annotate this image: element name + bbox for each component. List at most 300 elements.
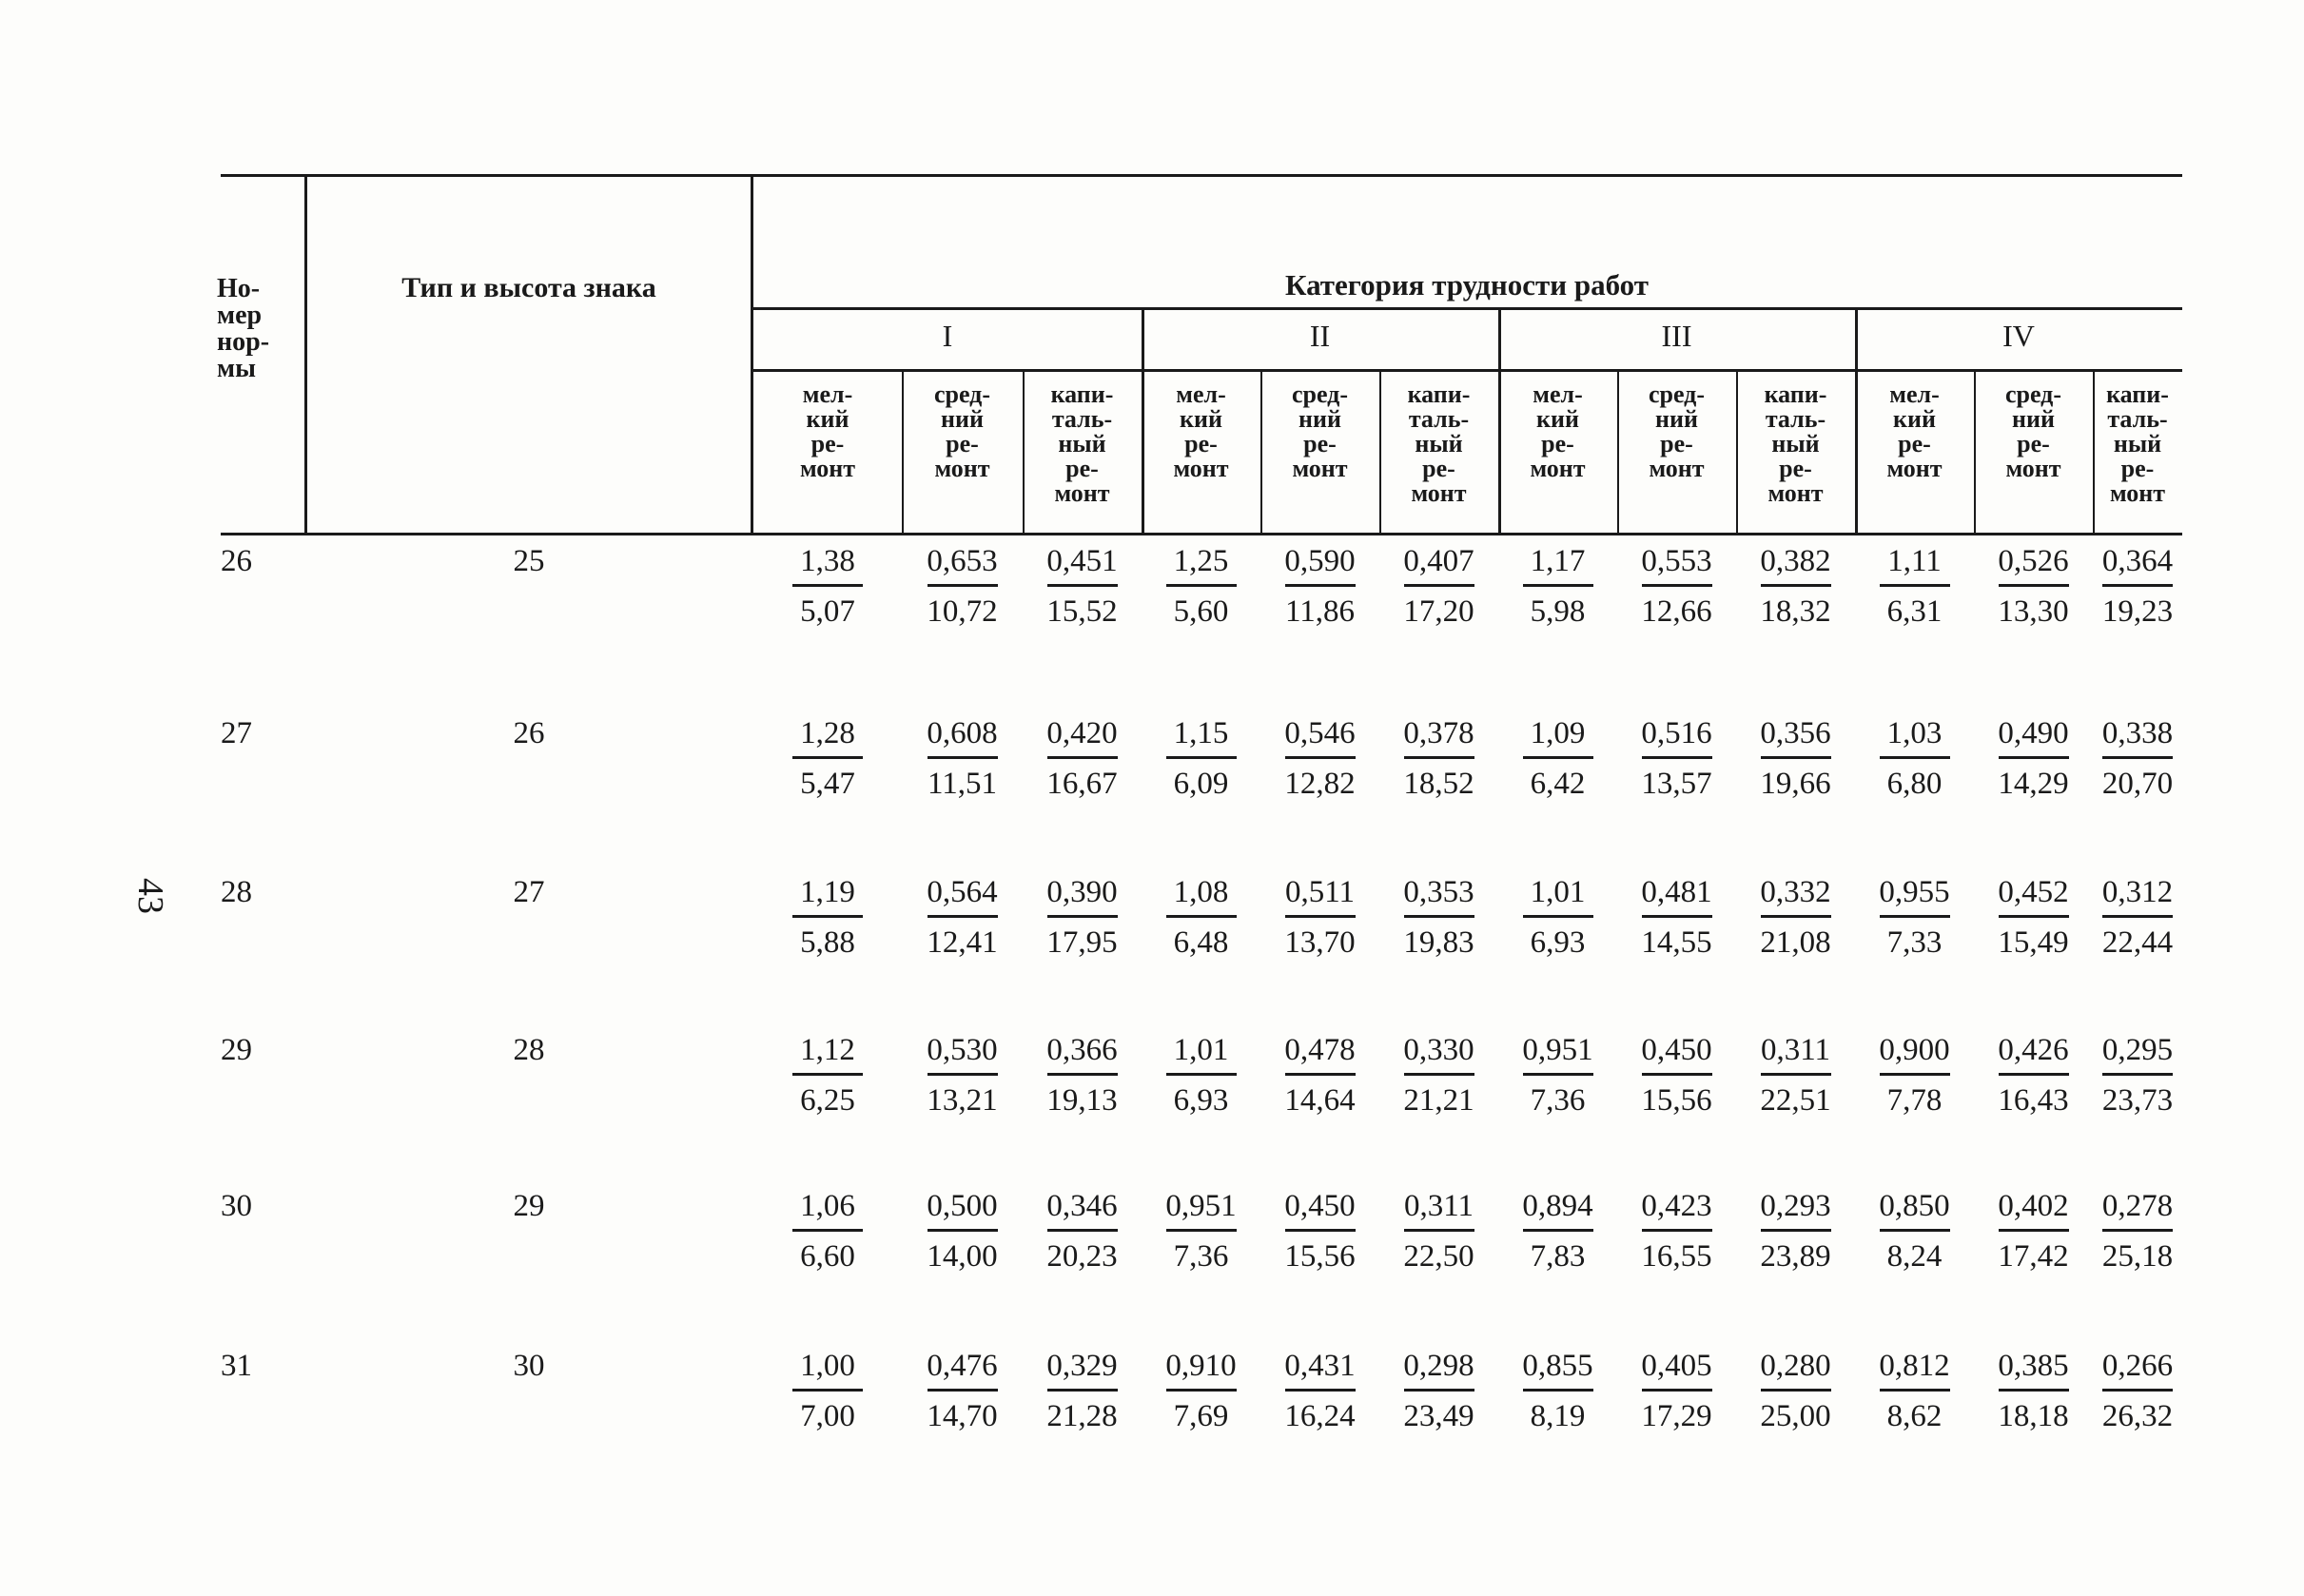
numerator: 0,451: [1046, 544, 1118, 578]
fraction-bar: [1880, 584, 1950, 587]
repair-type-header: сред- ний ре- монт: [933, 380, 990, 482]
fraction-cell: [1023, 544, 1142, 629]
numerator: 0,431: [1284, 1349, 1356, 1383]
numerator: 0,850: [1879, 1189, 1950, 1223]
denominator: 7,00: [800, 1399, 855, 1433]
denominator: 16,67: [1046, 767, 1118, 801]
norm-number: 26: [221, 544, 252, 578]
fraction-cell: [1974, 1349, 2093, 1433]
numerator: 0,366: [1046, 1033, 1118, 1067]
denominator: 22,44: [2101, 925, 2174, 960]
sign-type-value: 26: [513, 716, 545, 750]
norm-number: 30: [221, 1189, 252, 1223]
repair-type-header: мел- кий ре- монт: [1173, 380, 1229, 482]
denominator: 19,13: [1046, 1083, 1118, 1118]
fraction-bar: [1642, 915, 1712, 918]
denominator: 6,80: [1886, 767, 1943, 801]
numerator: 0,910: [1165, 1349, 1237, 1383]
fraction-cell: [1142, 544, 1260, 629]
fraction-cell: [753, 1349, 902, 1433]
repair-type-header: капи- таль- ный ре- монт: [1050, 380, 1114, 507]
fraction-cell: [1379, 544, 1498, 629]
repair-type-header: мел- кий ре- монт: [1530, 380, 1586, 482]
numerator: 0,476: [927, 1349, 998, 1383]
fraction-cell: [2093, 716, 2182, 801]
sign-type-value: 27: [513, 875, 545, 909]
denominator: 18,32: [1760, 594, 1831, 629]
fraction-bar: [1047, 915, 1118, 918]
denominator: 5,98: [1530, 594, 1586, 629]
fraction-bar: [927, 915, 998, 918]
fraction-bar: [792, 756, 863, 759]
numerator: 0,402: [1998, 1189, 2069, 1223]
fraction-cell: [1974, 875, 2093, 960]
fraction-bar: [1047, 756, 1118, 759]
fraction-cell: [1855, 1189, 1974, 1274]
fraction-cell: [1974, 716, 2093, 801]
denominator: 15,56: [1284, 1239, 1356, 1274]
fraction-cell: [1260, 875, 1379, 960]
denominator: 14,55: [1641, 925, 1712, 960]
repair-divider: [1617, 369, 1619, 535]
denominator: 23,73: [2101, 1083, 2174, 1118]
fraction-cell: [1617, 1033, 1736, 1118]
fraction-cell: [1736, 875, 1855, 960]
denominator: 15,49: [1998, 925, 2069, 960]
numerator: 1,01: [1530, 875, 1586, 909]
fraction-bar: [1523, 1389, 1593, 1392]
denominator: 22,50: [1403, 1239, 1474, 1274]
fraction-cell: [1023, 875, 1142, 960]
repair-type-header: капи- таль- ный ре- монт: [1764, 380, 1827, 507]
numerator: 0,900: [1879, 1033, 1950, 1067]
numerator: 0,420: [1046, 716, 1118, 750]
fraction-bar: [1880, 1073, 1950, 1076]
denominator: 7,78: [1886, 1083, 1943, 1118]
fraction-bar: [1285, 1389, 1356, 1392]
fraction-bar: [1047, 1073, 1118, 1076]
fraction-bar: [1999, 915, 2069, 918]
denominator: 8,24: [1886, 1239, 1943, 1274]
numerator: 0,855: [1522, 1349, 1593, 1383]
norm-number-header: Но- мер нор- мы: [217, 274, 270, 383]
denominator: 16,43: [1998, 1083, 2069, 1118]
numerator: 0,278: [2101, 1189, 2174, 1223]
fraction-cell: [1142, 716, 1260, 801]
fraction-cell: [1498, 544, 1617, 629]
fraction-bar: [1642, 756, 1712, 759]
denominator: 7,33: [1886, 925, 1943, 960]
fraction-bar: [1404, 1389, 1474, 1392]
fraction-bar: [2102, 915, 2173, 918]
fraction-bar: [927, 1229, 998, 1232]
repair-type-header: сред- ний ре- монт: [1291, 380, 1348, 482]
denominator: 12,82: [1284, 767, 1356, 801]
sign-type-header: Тип и высота знака: [401, 272, 656, 303]
denominator: 25,00: [1760, 1399, 1831, 1433]
denominator: 19,66: [1760, 767, 1831, 801]
fraction-cell: [902, 716, 1023, 801]
fraction-bar: [1166, 584, 1237, 587]
fraction-cell: [1617, 1189, 1736, 1274]
denominator: 19,23: [2101, 594, 2174, 629]
denominator: 25,18: [2101, 1239, 2174, 1274]
fraction-bar: [2102, 1229, 2173, 1232]
fraction-bar: [1523, 756, 1593, 759]
denominator: 5,60: [1173, 594, 1229, 629]
denominator: 7,69: [1173, 1399, 1229, 1433]
repair-divider: [1023, 369, 1025, 535]
category-header-3: III: [1661, 319, 1692, 353]
numerator: 0,311: [1760, 1033, 1831, 1067]
numerator: 1,09: [1530, 716, 1586, 750]
denominator: 13,30: [1998, 594, 2069, 629]
denominator: 13,70: [1284, 925, 1356, 960]
fraction-bar: [1642, 1073, 1712, 1076]
denominator: 20,23: [1046, 1239, 1118, 1274]
repair-type-header: сред- ний ре- монт: [1648, 380, 1705, 482]
fraction-cell: [1260, 1033, 1379, 1118]
fraction-cell: [902, 1033, 1023, 1118]
fraction-bar: [1285, 1073, 1356, 1076]
fraction-cell: [1617, 716, 1736, 801]
fraction-cell: [1974, 1033, 2093, 1118]
numerator: 1,00: [800, 1349, 855, 1383]
fraction-bar: [1404, 1073, 1474, 1076]
fraction-bar: [1047, 584, 1118, 587]
fraction-cell: [1855, 1033, 1974, 1118]
fraction-bar: [1285, 756, 1356, 759]
numerator: 0,280: [1760, 1349, 1831, 1383]
denominator: 23,89: [1760, 1239, 1831, 1274]
fraction-bar: [1761, 1073, 1831, 1076]
numerator: 0,452: [1998, 875, 2069, 909]
numerator: 0,329: [1046, 1349, 1118, 1383]
fraction-cell: [1855, 716, 1974, 801]
numerator: 0,450: [1641, 1033, 1712, 1067]
fraction-cell: [1736, 716, 1855, 801]
fraction-cell: [1974, 544, 2093, 629]
fraction-bar: [1999, 584, 2069, 587]
denominator: 5,47: [800, 767, 855, 801]
denominator: 7,83: [1530, 1239, 1586, 1274]
fraction-cell: [1379, 875, 1498, 960]
numerator: 0,266: [2101, 1349, 2174, 1383]
denominator: 6,48: [1173, 925, 1229, 960]
denominator: 18,18: [1998, 1399, 2069, 1433]
denominator: 14,00: [927, 1239, 998, 1274]
numerator: 0,407: [1403, 544, 1474, 578]
numerator: 0,390: [1046, 875, 1118, 909]
denominator: 6,60: [800, 1239, 855, 1274]
fraction-bar: [1880, 1229, 1950, 1232]
norm-number: 28: [221, 875, 252, 909]
repair-type-header: сред- ний ре- монт: [2004, 380, 2061, 482]
repair-divider: [1736, 369, 1738, 535]
fraction-bar: [1047, 1389, 1118, 1392]
numerator: 0,608: [927, 716, 998, 750]
numerator: 0,426: [1998, 1033, 2069, 1067]
numerator: 0,530: [927, 1033, 998, 1067]
fraction-bar: [1166, 915, 1237, 918]
numerator: 0,894: [1522, 1189, 1593, 1223]
numerator: 0,564: [927, 875, 998, 909]
fraction-cell: [1023, 1033, 1142, 1118]
fraction-bar: [1047, 1229, 1118, 1232]
denominator: 13,57: [1641, 767, 1712, 801]
fraction-bar: [2102, 1389, 2173, 1392]
fraction-cell: [1736, 1033, 1855, 1118]
denominator: 6,31: [1886, 594, 1943, 629]
numerator: 0,423: [1641, 1189, 1712, 1223]
fraction-bar: [1523, 1073, 1593, 1076]
fraction-cell: [902, 1349, 1023, 1433]
numerator: 0,405: [1641, 1349, 1712, 1383]
numerator: 1,25: [1173, 544, 1229, 578]
fraction-cell: [1379, 1033, 1498, 1118]
fraction-bar: [1523, 584, 1593, 587]
category-header-4: IV: [2002, 319, 2035, 353]
sign-type-value: 29: [513, 1189, 545, 1223]
repair-type-header: капи- таль- ный ре- монт: [1407, 380, 1471, 507]
fraction-bar: [1999, 756, 2069, 759]
fraction-cell: [1498, 1349, 1617, 1433]
fraction-cell: [902, 1189, 1023, 1274]
fraction-cell: [753, 716, 902, 801]
denominator: 14,64: [1284, 1083, 1356, 1118]
denominator: 6,09: [1173, 767, 1229, 801]
fraction-bar: [1880, 1389, 1950, 1392]
fraction-cell: [1736, 1189, 1855, 1274]
denominator: 6,93: [1173, 1083, 1229, 1118]
norm-number: 31: [221, 1349, 252, 1383]
fraction-cell: [1023, 1189, 1142, 1274]
repair-type-header: мел- кий ре- монт: [799, 380, 856, 482]
repair-divider: [2093, 369, 2095, 535]
fraction-bar: [927, 1073, 998, 1076]
fraction-cell: [1617, 875, 1736, 960]
fraction-bar: [792, 1073, 863, 1076]
fraction-cell: [2093, 875, 2182, 960]
fraction-bar: [1642, 1389, 1712, 1392]
numerator: 0,526: [1998, 544, 2069, 578]
numerator: 1,15: [1173, 716, 1229, 750]
numerator: 0,490: [1998, 716, 2069, 750]
fraction-bar: [927, 756, 998, 759]
denominator: 23,49: [1403, 1399, 1474, 1433]
numerator: 1,06: [800, 1189, 855, 1223]
category-header-1: I: [942, 319, 953, 353]
fraction-bar: [1166, 1073, 1237, 1076]
numerator: 0,364: [2101, 544, 2174, 578]
denominator: 26,32: [2101, 1399, 2174, 1433]
denominator: 7,36: [1173, 1239, 1229, 1274]
numerator: 0,812: [1879, 1349, 1950, 1383]
numerator: 0,511: [1284, 875, 1356, 909]
fraction-cell: [1142, 1189, 1260, 1274]
denominator: 21,28: [1046, 1399, 1118, 1433]
fraction-bar: [1523, 1229, 1593, 1232]
fraction-cell: [902, 875, 1023, 960]
numerator: 0,546: [1284, 716, 1356, 750]
fraction-cell: [1736, 544, 1855, 629]
fraction-cell: [1023, 716, 1142, 801]
denominator: 6,42: [1530, 767, 1586, 801]
repair-divider: [1379, 369, 1381, 535]
sign-type-value: 30: [513, 1349, 545, 1383]
fraction-cell: [1379, 716, 1498, 801]
fraction-bar: [2102, 1073, 2173, 1076]
numerator: 0,311: [1403, 1189, 1474, 1223]
numerator: 0,293: [1760, 1189, 1831, 1223]
numerator: 0,330: [1403, 1033, 1474, 1067]
numerator: 1,01: [1173, 1033, 1229, 1067]
denominator: 21,08: [1760, 925, 1831, 960]
numerator: 1,19: [800, 875, 855, 909]
column-divider: [751, 174, 753, 535]
fraction-bar: [1404, 584, 1474, 587]
denominator: 14,29: [1998, 767, 2069, 801]
fraction-bar: [1523, 915, 1593, 918]
fraction-bar: [1166, 756, 1237, 759]
fraction-bar: [1761, 756, 1831, 759]
fraction-cell: [753, 544, 902, 629]
denominator: 11,51: [927, 767, 998, 801]
fraction-cell: [1142, 1349, 1260, 1433]
repair-rule: [753, 369, 2182, 372]
category-title: Категория трудности работ: [1285, 268, 1649, 302]
denominator: 6,25: [800, 1083, 855, 1118]
fraction-cell: [753, 1033, 902, 1118]
numerator: 0,553: [1641, 544, 1712, 578]
denominator: 17,29: [1641, 1399, 1712, 1433]
denominator: 22,51: [1760, 1083, 1831, 1118]
denominator: 12,41: [927, 925, 998, 960]
numerator: 0,450: [1284, 1189, 1356, 1223]
denominator: 8,62: [1886, 1399, 1943, 1433]
fraction-cell: [1498, 1033, 1617, 1118]
denominator: 15,52: [1046, 594, 1118, 629]
numerator: 0,951: [1522, 1033, 1593, 1067]
numerator: 0,516: [1641, 716, 1712, 750]
fraction-bar: [1642, 584, 1712, 587]
repair-divider: [1260, 369, 1262, 535]
fraction-cell: [1855, 544, 1974, 629]
fraction-bar: [792, 584, 863, 587]
fraction-cell: [1974, 1189, 2093, 1274]
fraction-bar: [792, 1389, 863, 1392]
table-top-rule: [221, 174, 2182, 177]
fraction-bar: [1999, 1389, 2069, 1392]
denominator: 13,21: [927, 1083, 998, 1118]
category-header-2: II: [1309, 319, 1331, 353]
numerator: 0,478: [1284, 1033, 1356, 1067]
fraction-bar: [1404, 1229, 1474, 1232]
denominator: 5,07: [800, 594, 855, 629]
fraction-cell: [1855, 1349, 1974, 1433]
fraction-bar: [1761, 1229, 1831, 1232]
fraction-cell: [1260, 1189, 1379, 1274]
fraction-bar: [1285, 584, 1356, 587]
fraction-bar: [1285, 1229, 1356, 1232]
sign-type-value: 28: [513, 1033, 545, 1067]
denominator: 17,42: [1998, 1239, 2069, 1274]
fraction-cell: [1855, 875, 1974, 960]
category-rule: [753, 307, 2182, 310]
sign-type-value: 25: [513, 544, 545, 578]
fraction-cell: [1379, 1189, 1498, 1274]
fraction-cell: [753, 875, 902, 960]
fraction-cell: [1142, 875, 1260, 960]
numerator: 1,28: [800, 716, 855, 750]
fraction-bar: [792, 1229, 863, 1232]
fraction-bar: [1999, 1229, 2069, 1232]
fraction-bar: [1285, 915, 1356, 918]
denominator: 21,21: [1403, 1083, 1474, 1118]
denominator: 14,70: [927, 1399, 998, 1433]
repair-type-header: капи- таль- ный ре- монт: [2106, 380, 2169, 507]
fraction-bar: [1166, 1389, 1237, 1392]
numerator: 0,590: [1284, 544, 1356, 578]
numerator: 0,382: [1760, 544, 1831, 578]
denominator: 16,24: [1284, 1399, 1356, 1433]
fraction-cell: [1260, 1349, 1379, 1433]
fraction-cell: [1736, 1349, 1855, 1433]
fraction-bar: [1880, 915, 1950, 918]
denominator: 20,70: [2101, 767, 2174, 801]
denominator: 10,72: [927, 594, 998, 629]
denominator: 12,66: [1641, 594, 1712, 629]
numerator: 0,298: [1403, 1349, 1474, 1383]
numerator: 1,11: [1887, 544, 1942, 578]
denominator: 7,36: [1530, 1083, 1586, 1118]
numerator: 1,17: [1530, 544, 1586, 578]
numerator: 0,338: [2101, 716, 2174, 750]
fraction-cell: [753, 1189, 902, 1274]
fraction-cell: [2093, 1189, 2182, 1274]
column-divider: [304, 174, 307, 535]
fraction-cell: [2093, 1349, 2182, 1433]
fraction-bar: [1166, 1229, 1237, 1232]
table-header-bottom-rule: [221, 533, 2182, 535]
fraction-cell: [1260, 716, 1379, 801]
fraction-bar: [1761, 584, 1831, 587]
fraction-bar: [927, 1389, 998, 1392]
fraction-cell: [2093, 1033, 2182, 1118]
numerator: 0,481: [1641, 875, 1712, 909]
denominator: 8,19: [1530, 1399, 1586, 1433]
denominator: 5,88: [800, 925, 855, 960]
numerator: 1,03: [1886, 716, 1943, 750]
denominator: 18,52: [1403, 767, 1474, 801]
fraction-bar: [927, 584, 998, 587]
repair-divider: [902, 369, 904, 535]
denominator: 6,93: [1530, 925, 1586, 960]
denominator: 17,20: [1403, 594, 1474, 629]
fraction-bar: [2102, 756, 2173, 759]
fraction-bar: [2102, 584, 2173, 587]
fraction-bar: [1761, 1389, 1831, 1392]
denominator: 16,55: [1641, 1239, 1712, 1274]
denominator: 17,95: [1046, 925, 1118, 960]
numerator: 0,955: [1879, 875, 1950, 909]
norm-number: 29: [221, 1033, 252, 1067]
numerator: 0,385: [1998, 1349, 2069, 1383]
fraction-cell: [2093, 544, 2182, 629]
fraction-cell: [1617, 544, 1736, 629]
fraction-cell: [1260, 544, 1379, 629]
numerator: 0,295: [2101, 1033, 2174, 1067]
